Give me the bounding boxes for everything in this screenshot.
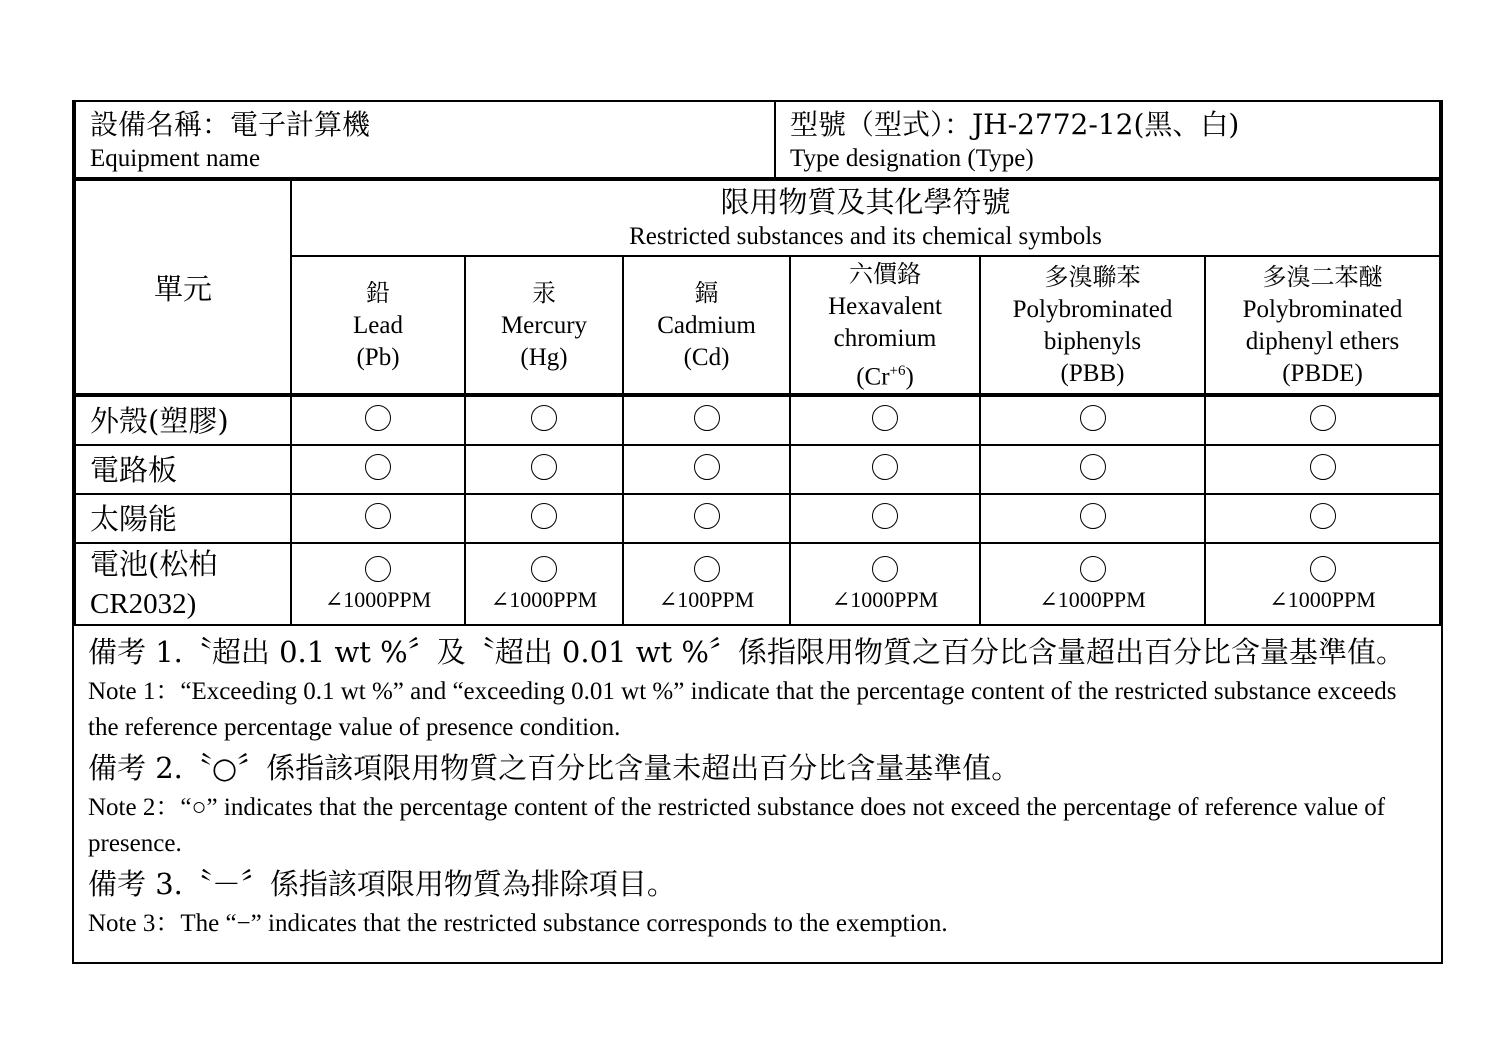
compliance-cell xyxy=(790,445,980,494)
substance-name-zh: 鉛 xyxy=(366,279,390,308)
table-row xyxy=(75,396,1440,445)
substance-name-zh: 鎘 xyxy=(694,279,719,308)
part-name-cell xyxy=(75,445,291,494)
substance-name-en: Mercury xyxy=(500,312,588,340)
substance-name-zh: 六價鉻 xyxy=(849,260,921,288)
circle-icon xyxy=(1310,556,1336,582)
rohs-declaration-table xyxy=(72,100,1443,964)
circle-icon xyxy=(1080,503,1106,529)
limit-value: ∠1000PPM xyxy=(1039,586,1146,612)
compliance-cell xyxy=(980,494,1205,543)
substance-name-en-2: diphenyl ethers xyxy=(1245,328,1400,356)
compliance-cell xyxy=(291,396,465,445)
circle-icon xyxy=(1310,454,1336,480)
substance-name-en-2: biphenyls xyxy=(1043,328,1142,356)
part-name: 電池(松柏 xyxy=(90,547,218,582)
circle-icon xyxy=(531,503,557,529)
compliance-cell xyxy=(465,396,623,445)
limit-value: ∠1000PPM xyxy=(324,586,432,612)
part-name-line2: CR2032) xyxy=(90,588,197,621)
part-name-cell xyxy=(75,396,291,445)
substance-header-4 xyxy=(980,256,1205,394)
restricted-substances-header xyxy=(291,180,1440,256)
substance-symbol: $(Cr^{+6})$ xyxy=(856,363,914,391)
compliance-cell xyxy=(1205,494,1440,543)
restricted-substances-en: Restricted substances and its chemical symbols xyxy=(629,223,1102,250)
compliance-cell xyxy=(465,445,623,494)
substance-name-en: Polybrominated xyxy=(1012,296,1173,324)
compliance-cell xyxy=(790,396,980,445)
equipment-name-cell xyxy=(75,102,775,178)
circle-icon xyxy=(365,503,391,529)
equipment-name-zh: 設備名稱：電子計算機 xyxy=(90,107,371,141)
substance-header-3 xyxy=(790,256,980,394)
compliance-cell xyxy=(291,445,465,494)
note-en: Note 2：“○” indicates that the percentage content of the restricted substance does not exceed the percentage of reference value of presence. xyxy=(88,794,1386,858)
table-row xyxy=(75,494,1440,543)
circle-icon xyxy=(694,503,720,529)
compliance-cell xyxy=(623,445,790,494)
part-name: 外殼(塑膠) xyxy=(90,403,229,438)
limit-value: ∠100PPM xyxy=(658,586,755,612)
compliance-cell xyxy=(980,543,1205,625)
substance-name-en-2: chromium xyxy=(833,325,937,352)
circle-icon xyxy=(1080,405,1106,431)
substance-name-en: Lead xyxy=(353,312,403,340)
circle-icon xyxy=(872,405,898,431)
circle-icon xyxy=(531,405,557,431)
circle-icon xyxy=(1080,454,1106,480)
substance-name-zh: 汞 xyxy=(532,279,556,308)
circle-icon xyxy=(694,454,720,480)
compliance-cell xyxy=(291,543,465,625)
compliance-cell xyxy=(465,543,623,625)
table-row xyxy=(75,543,1440,625)
circle-icon xyxy=(531,556,557,582)
restricted-substances-zh: 限用物質及其化學符號 xyxy=(720,185,1011,219)
notes-section xyxy=(74,626,1441,942)
note-zh: 備考 2.〝○〞係指該項限用物質之百分比含量未超出百分比含量基準值。 xyxy=(88,751,1021,786)
note-zh: 備考 1.〝超出 0.1 wt %〞及〝超出 0.01 wt %〞係指限用物質之百分比含量超出百分比含量基準值。 xyxy=(88,635,1405,670)
circle-icon xyxy=(694,556,720,582)
substance-header-5 xyxy=(1205,256,1440,394)
table-row xyxy=(75,445,1440,494)
substance-symbol: (Hg) xyxy=(520,344,568,372)
circle-icon xyxy=(872,556,898,582)
header-table xyxy=(74,102,1441,179)
substance-name-en: Polybrominated xyxy=(1242,296,1403,324)
circle-icon xyxy=(872,503,898,529)
unit-header-cell xyxy=(75,180,291,394)
substance-table xyxy=(74,179,1441,395)
compliance-cell xyxy=(623,396,790,445)
unit-label: 單元 xyxy=(153,271,212,306)
compliance-cell xyxy=(790,543,980,625)
substance-name-zh: 多溴二苯醚 xyxy=(1262,263,1383,292)
circle-icon xyxy=(872,454,898,480)
type-designation-en: Type designation (Type) xyxy=(790,144,1034,172)
circle-icon xyxy=(365,454,391,480)
part-name: 太陽能 xyxy=(90,501,178,536)
limit-value: ∠1000PPM xyxy=(1269,586,1376,612)
type-designation-zh: 型號（型式）：JH-2772-12(黑、白) xyxy=(790,107,1240,141)
note-zh: 備考 3.〝－〞係指該項限用物質為排除項目。 xyxy=(88,867,676,902)
compliance-cell xyxy=(980,445,1205,494)
note-en: Note 1：“Exceeding 0.1 wt %” and “exceeding 0.01 wt %” indicate that the percentage content of the restricted substance exceeds the reference percentage value of presence condition. xyxy=(88,678,1397,742)
substance-symbol: (Pb) xyxy=(356,344,400,372)
compliance-cell xyxy=(623,543,790,625)
compliance-cell xyxy=(1205,445,1440,494)
substance-header-0 xyxy=(291,256,465,394)
circle-icon xyxy=(1310,503,1336,529)
compliance-cell xyxy=(291,494,465,543)
compliance-cell xyxy=(465,494,623,543)
compliance-cell xyxy=(980,396,1205,445)
parts-table xyxy=(74,395,1441,626)
equipment-name-en: Equipment name xyxy=(90,144,261,172)
circle-icon xyxy=(1310,405,1336,431)
limit-value: ∠1000PPM xyxy=(490,586,598,612)
compliance-cell xyxy=(1205,543,1440,625)
compliance-cell xyxy=(623,494,790,543)
substance-symbol: (PBB) xyxy=(1060,360,1125,388)
circle-icon xyxy=(365,405,391,431)
circle-icon xyxy=(694,405,720,431)
circle-icon xyxy=(531,454,557,480)
substance-symbol: (PBDE) xyxy=(1282,360,1363,388)
compliance-cell xyxy=(1205,396,1440,445)
substance-header-2 xyxy=(623,256,790,394)
note-en: Note 3：The “−” indicates that the restricted substance corresponds to the exemption. xyxy=(88,910,948,938)
part-name-cell xyxy=(75,494,291,543)
compliance-cell xyxy=(790,494,980,543)
substance-symbol: (Cd) xyxy=(683,344,730,372)
substance-name-en: Hexavalent xyxy=(828,293,942,320)
circle-icon xyxy=(365,556,391,582)
part-name: 電路板 xyxy=(90,452,178,487)
circle-icon xyxy=(1080,556,1106,582)
substance-name-zh: 多溴聯苯 xyxy=(1044,263,1141,292)
part-name-cell xyxy=(75,543,291,625)
limit-value: ∠1000PPM xyxy=(831,586,939,612)
substance-name-en: Cadmium xyxy=(657,312,756,340)
type-designation-cell xyxy=(775,102,1440,178)
substance-header-1 xyxy=(465,256,623,394)
